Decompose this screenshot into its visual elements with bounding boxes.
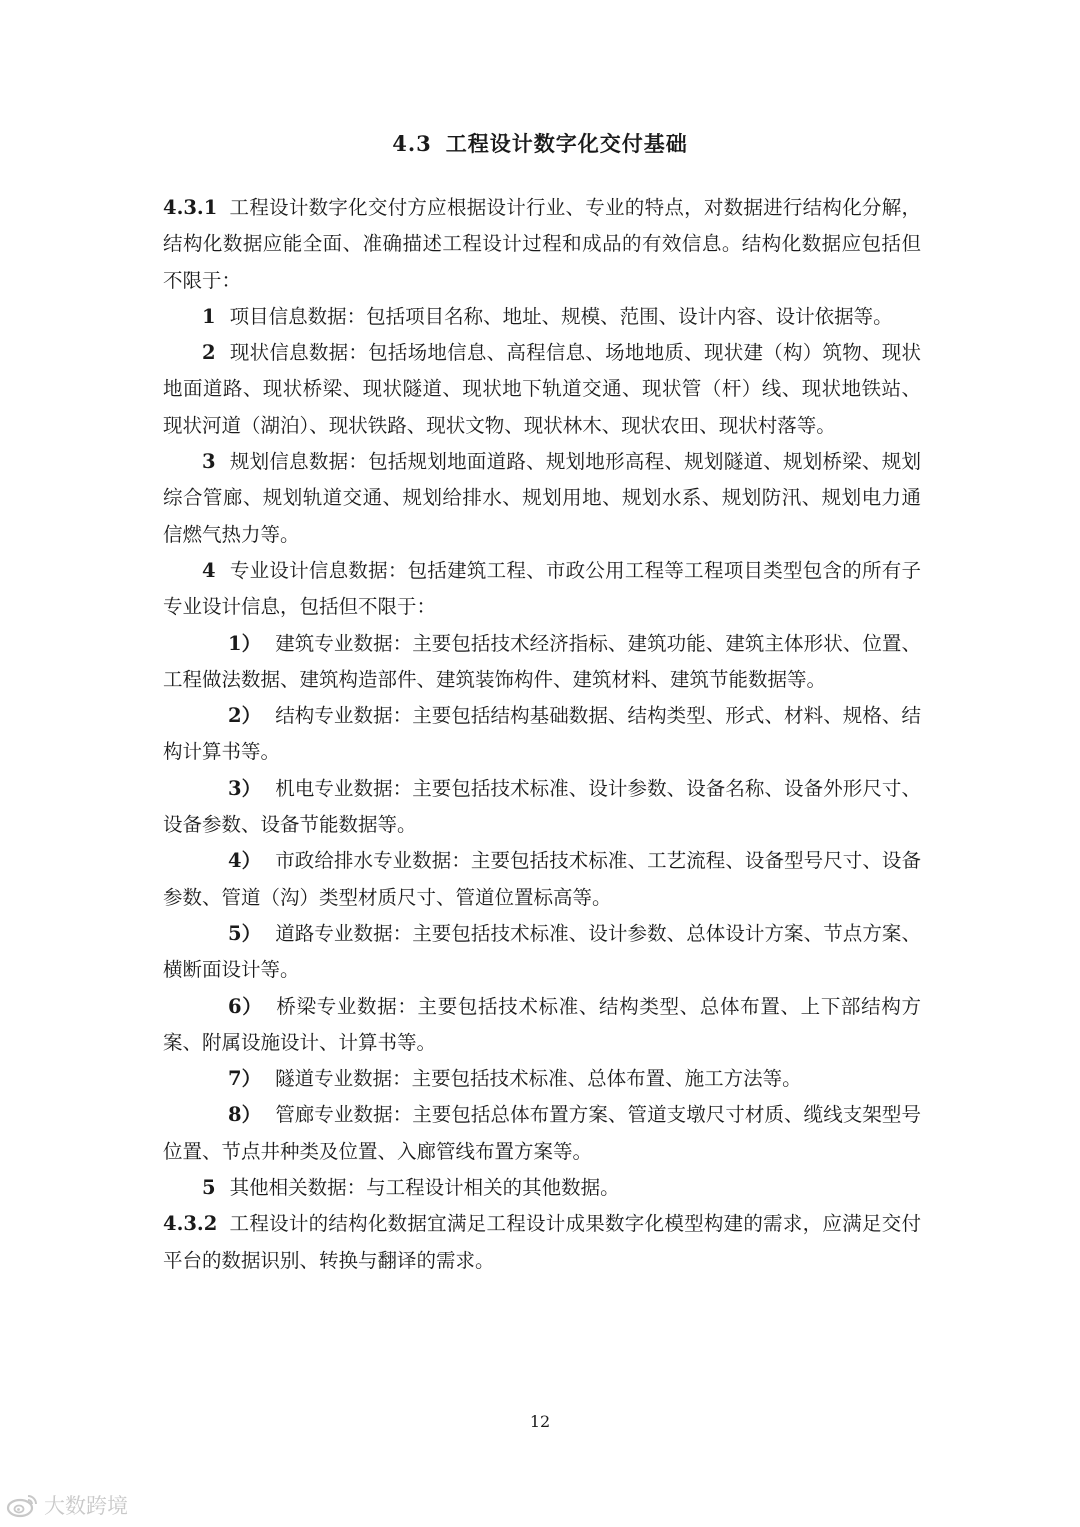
subitem-number: 4） [228,849,262,873]
page-number: 12 [529,1412,551,1431]
section-heading-text: 工程设计数字化交付基础 [445,131,688,156]
item-number: 3 [202,450,216,474]
subitem-number: 6） [228,994,263,1018]
item-text: 专业设计信息数据：包括建筑工程、市政公用工程等工程项目类型包含的所有子专业设计信息，包括但不限于： [163,558,921,619]
subitem-text: 建筑专业数据：主要包括技术经济指标、建筑功能、建筑主体形状、位置、工程做法数据、建筑构造部件、建筑装饰构件、建筑材料、建筑节能数据等。 [163,631,921,691]
item-text: 其他相关数据：与工程设计相关的其他数据。 [229,1176,620,1200]
item-1 [163,299,921,335]
item-number: 1 [202,304,216,328]
watermark [6,1490,128,1520]
subitem-8 [163,1097,921,1170]
item-3 [163,444,921,553]
subitem-3 [163,771,921,844]
subitem-5 [163,916,921,989]
subitem-number: 1） [228,631,262,655]
subitem-number: 7） [228,1067,262,1091]
clause-number: 4.3.2 [163,1212,218,1236]
subitem-2 [163,698,921,771]
subitem-text: 隧道专业数据：主要包括技术标准、总体布置、施工方法等。 [275,1067,802,1091]
subitem-7 [163,1061,921,1097]
subitem-4 [163,843,921,916]
item-text: 项目信息数据：包括项目名称、地址、规模、范围、设计内容、设计依据等。 [229,304,893,328]
item-5 [163,1170,921,1206]
subitem-text: 市政给排水专业数据：主要包括技术标准、工艺流程、设备型号尺寸、设备参数、管道（沟）类型材质尺寸、管道位置标高等。 [163,849,921,909]
item-text: 规划信息数据：包括规划地面道路、规划地形高程、规划隧道、规划桥梁、规划综合管廊、规划轨道交通、规划给排水、规划用地、规划水系、规划防汛、规划电力通信燃气热力等。 [163,450,921,546]
clause-4-3-1 [163,190,921,299]
weibo-logo-icon [6,1492,40,1518]
clause-number: 4.3.1 [163,196,218,219]
item-number: 5 [202,1176,216,1200]
item-2 [163,335,921,444]
section-heading-number: 4.3 [392,131,432,156]
subitem-text: 桥梁专业数据：主要包括技术标准、结构类型、总体布置、上下部结构方案、附属设施设计、计算书等。 [163,994,921,1054]
item-number: 2 [202,341,216,365]
item-text: 现状信息数据：包括场地信息、高程信息、场地地质、现状建（构）筑物、现状地面道路、现状桥梁、现状隧道、现状地下轨道交通、现状管（杆）线、现状地铁站、现状河道（湖泊）、现状铁路、现状文物、现状林木、现状农田、现状村落等。 [163,341,921,437]
watermark-text: 大数跨境 [44,1494,128,1518]
subitem-1 [163,626,921,699]
subitem-text: 结构专业数据：主要包括结构基础数据、结构类型、形式、材料、规格、结构计算书等。 [163,704,921,764]
item-number: 4 [202,558,216,582]
clause-text: 工程设计的结构化数据宜满足工程设计成果数字化模型构建的需求，应满足交付平台的数据识别、转换与翻译的需求。 [163,1212,921,1272]
subitem-number: 8） [228,1103,262,1127]
subitem-number: 5） [228,921,262,945]
item-4 [163,553,921,626]
subitem-text: 道路专业数据：主要包括技术标准、设计参数、总体设计方案、节点方案、横断面设计等。 [163,921,921,982]
subitem-6 [163,989,921,1062]
subitem-number: 3） [228,776,262,800]
clause-4-3-2 [163,1206,921,1279]
section-heading [0,128,1080,158]
subitem-text: 机电专业数据：主要包括技术标准、设计参数、设备名称、设备外形尺寸、设备参数、设备节能数据等。 [163,776,921,837]
subitem-text: 管廊专业数据：主要包括总体布置方案、管道支墩尺寸材质、缆线支架型号位置、节点井种类及位置、入廊管线布置方案等。 [163,1103,921,1163]
subitem-number: 2） [228,704,262,728]
document-body [163,190,921,1279]
clause-text: 工程设计数字化交付方应根据设计行业、专业的特点，对数据进行结构化分解，结构化数据应能全面、准确描述工程设计过程和成品的有效信息。结构化数据应包括但不限于： [163,196,921,292]
